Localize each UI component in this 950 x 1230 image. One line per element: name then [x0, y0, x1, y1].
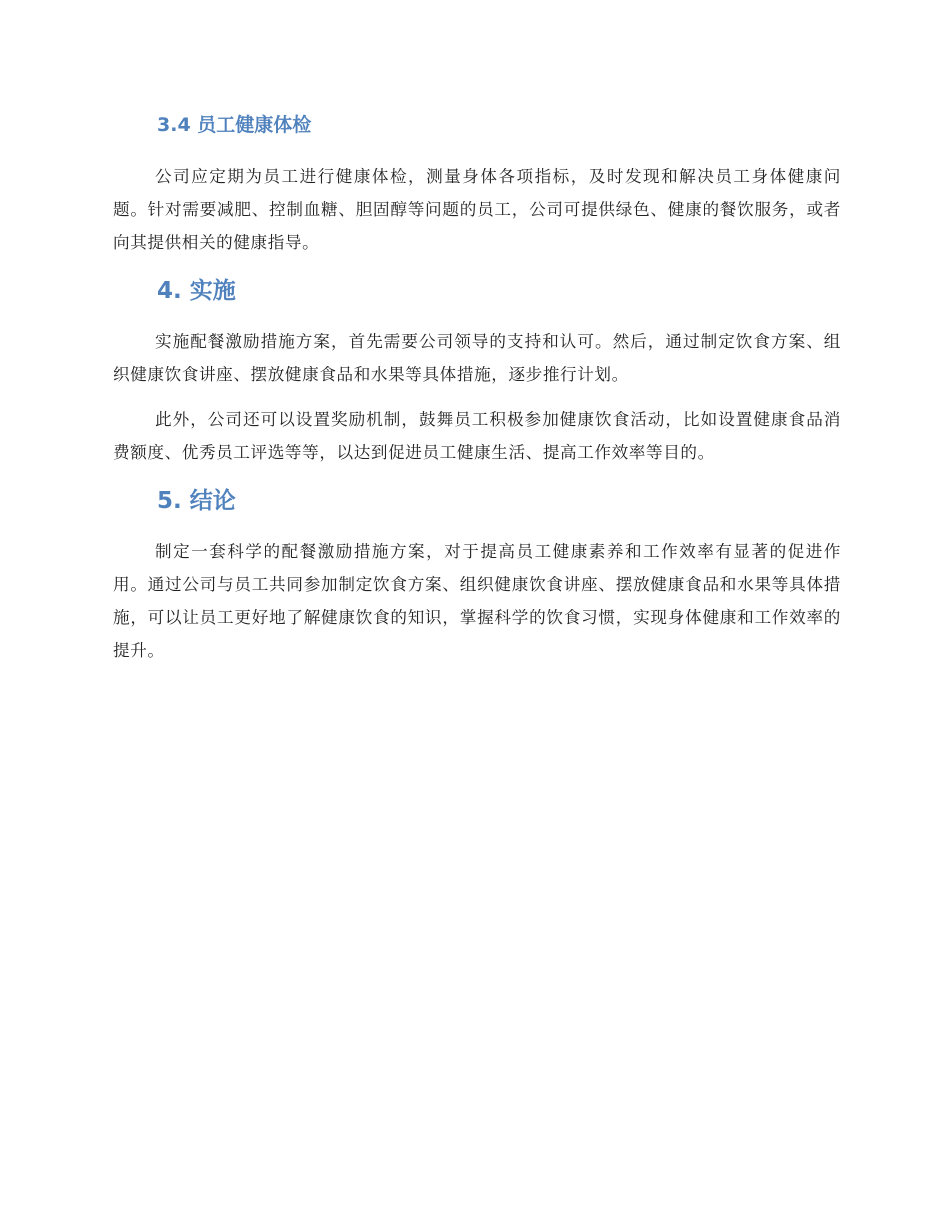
section-heading-health-checkup: 3.4 员工健康体检	[157, 114, 312, 136]
document-page	[113, 108, 841, 679]
section-heading-implementation: 4. 实施	[157, 278, 236, 304]
section-heading-conclusion: 5. 结论	[157, 488, 236, 514]
paragraph-health-checkup: 公司应定期为员工进行健康体检，测量身体各项指标，及时发现和解决员工身体健康问题。针对需要减肥、控制血糖、胆固醇等问题的员工，公司可提供绿色、健康的餐饮服务，或者向其提供相关的健康指导。	[113, 167, 841, 252]
paragraph-conclusion: 制定一套科学的配餐激励措施方案，对于提高员工健康素养和工作效率有显著的促进作用。通过公司与员工共同参加制定饮食方案、组织健康饮食讲座、摆放健康食品和水果等具体措施，可以让员工更好地了解健康饮食的知识，掌握科学的饮食习惯，实现身体健康和工作效率的提升。	[113, 542, 841, 660]
paragraph-implementation-2: 此外，公司还可以设置奖励机制，鼓舞员工积极参加健康饮食活动，比如设置健康食品消费额度、优秀员工评选等等，以达到促进员工健康生活、提高工作效率等目的。	[113, 410, 841, 462]
paragraph-implementation-1: 实施配餐激励措施方案，首先需要公司领导的支持和认可。然后，通过制定饮食方案、组织健康饮食讲座、摆放健康食品和水果等具体措施，逐步推行计划。	[113, 332, 841, 384]
